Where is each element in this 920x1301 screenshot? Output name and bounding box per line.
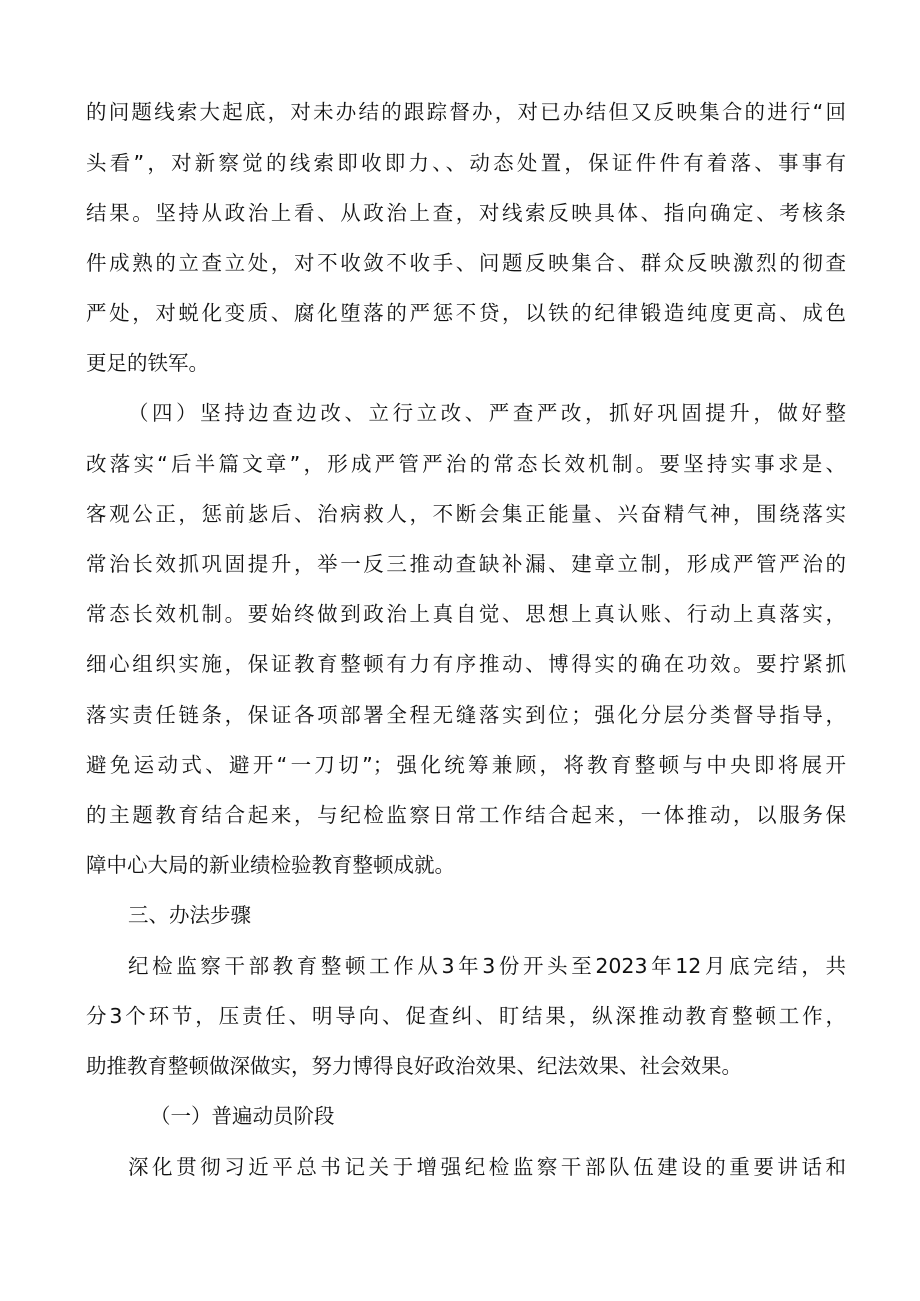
text-line: 障中心大局的新业绩检验教育整顿成就。 [86,853,455,877]
text-line: 深化贯彻习近平总书记关于增强纪检监察干部队伍建设的重要讲话和 [128,1155,846,1179]
text-line: 分3个环节，压责任、明导向、促查纠、盯结果，纵深推动教育整顿工作， [86,1004,846,1028]
text-line: 常态长效机制。要始终做到政治上真自觉、思想上真认账、行动上真落实， [86,602,846,626]
text-line: 的问题线索大起底，对未办结的跟踪督办，对已办结但又反映集合的进行“回 [86,100,846,124]
text-line: 的主题教育结合起来，与纪检监察日常工作结合起来，一体推动，以服务保 [86,803,846,827]
text-line: 细心组织实施，保证教育整顿有力有序推动、博得实的确在功效。要拧紧抓 [86,652,846,676]
text-line: 纪检监察干部教育整顿工作从3年3份开头至2023年12月底完结，共 [128,954,846,978]
text-line: 避免运动式、避开“一刀切”；强化统筹兼顾，将教育整顿与中央即将展开 [86,753,846,777]
text-line: 结果。坚持从政治上看、从政治上查，对线索反映具体、指向确定、考核条 [86,201,846,225]
text-line: 客观公正，惩前毖后、治病救人，不断会集正能量、兴奋精气神，围绕落实 [86,502,846,526]
text-line: 常治长效抓巩固提升，举一反三推动查缺补漏、建章立制，形成严管严治的 [86,552,846,576]
text-line: 头看”，对新察觉的线索即收即力、、动态处置，保证件件有着落、事事有 [86,151,846,175]
text-line: 严处，对蜕化变质、腐化堕落的严惩不贷，以铁的纪律锻造纯度更高、成色 [86,301,846,325]
section-heading: 三、办法步骤 [128,903,251,927]
text-line: 落实责任链条，保证各项部署全程无缝落实到位；强化分层分类督导指导， [86,703,846,727]
section-heading: （四）坚持边查边改、立行立改、严查严改，抓好巩固提升，做好整 [128,401,846,425]
text-line: 改落实“后半篇文章”，形成严管严治的常态长效机制。要坚持实事求是、 [86,452,846,476]
subsection-heading: （一）普遍动员阶段 [150,1104,335,1128]
text-line: 件成熟的立查立处，对不收敛不收手、问题反映集合、群众反映激烈的彻查 [86,251,846,275]
text-line: 助推教育整顿做深做实，努力博得良好政治效果、纪法效果、社会效果。 [86,1054,742,1078]
text-line: 更足的铁军。 [86,351,209,375]
